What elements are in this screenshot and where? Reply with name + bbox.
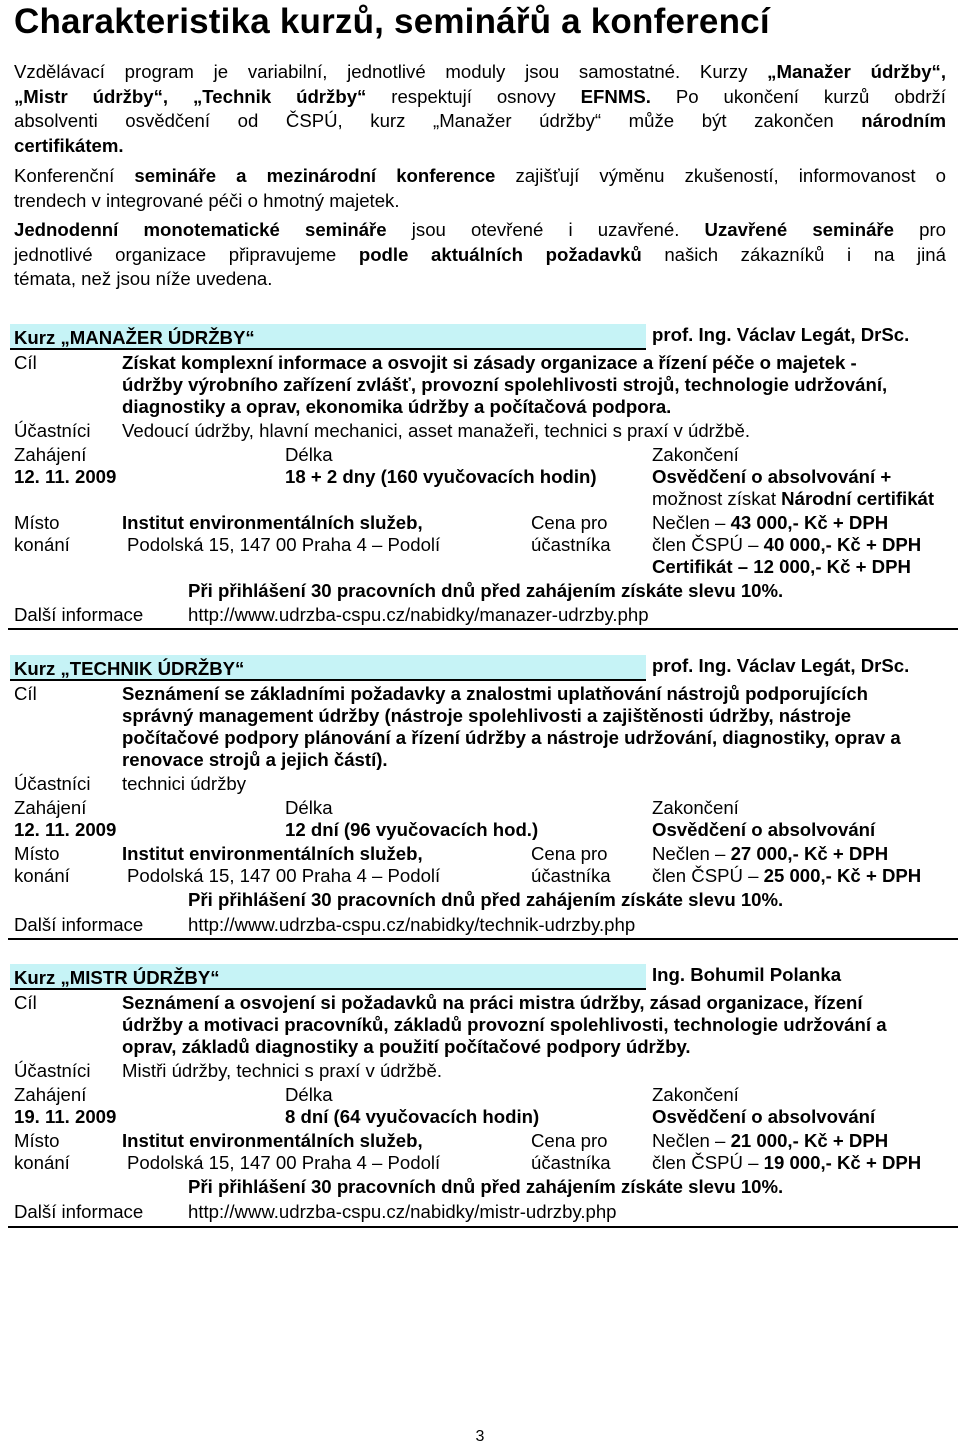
price-member xyxy=(652,865,921,888)
course-start: 12. 11. 2009 xyxy=(14,819,117,840)
price-label: Nečlen – xyxy=(652,512,731,533)
course-goal-line: údržby a motivaci pracovníků, základů provozní spolehlivosti, technologie udržování a xyxy=(122,1014,887,1035)
course-discount: Při přihlášení 30 pracovních dnů před zahájením získáte slevu 10%. xyxy=(188,889,784,910)
intro-paragraph-1 xyxy=(14,60,946,158)
course-venue-address: Podolská 15, 147 00 Praha 4 – Podolí xyxy=(127,865,441,886)
end-extra-bold: Národní certifikát xyxy=(781,488,935,509)
course-start: 12. 11. 2009 xyxy=(14,466,117,487)
price-amount: 21 000,- Kč + DPH xyxy=(730,1130,889,1151)
course-goal-line: renovace strojů a jejich částí). xyxy=(122,749,388,770)
more-info-label: Další informace xyxy=(14,604,144,625)
course-discount: Při přihlášení 30 pracovních dnů před zahájením získáte slevu 10%. xyxy=(188,1176,784,1197)
intro-text: absolventi osvědčení od ČSPÚ, kurz „Manažer údržby“ může být zakončen xyxy=(14,110,862,131)
place-label-2: konání xyxy=(14,534,70,555)
course-venue: Institut environmentálních služeb, xyxy=(122,843,423,864)
intro-bold: podle aktuálních požadavků xyxy=(358,243,642,265)
intro-text: Vzdělávací program je variabilní, jednotlivé moduly jsou samostatné. Kurzy xyxy=(14,61,768,82)
page-title: Charakteristika kurzů, seminářů a konferencí xyxy=(14,2,770,41)
course-end: Osvědčení o absolvování xyxy=(652,1106,876,1127)
course-end: Osvědčení o absolvování xyxy=(652,819,876,840)
course-length: 18 + 2 dny (160 vyučovacích hodin) xyxy=(285,466,597,487)
course-mistr-udrzby xyxy=(8,964,958,1228)
goal-label: Cíl xyxy=(14,992,37,1013)
course-link[interactable]: http://www.udrzba-cspu.cz/nabidky/mistr-udrzby.php xyxy=(188,1201,617,1222)
course-participants: Mistři údržby, technici s praxí v údržbě. xyxy=(122,1060,442,1081)
intro-text: zajišťují výměnu zkušeností, informovanost o xyxy=(495,165,947,186)
price-amount: 19 000,- Kč + DPH xyxy=(763,1152,922,1173)
price-label: člen ČSPÚ – xyxy=(652,534,764,555)
price-member xyxy=(652,534,921,557)
start-label: Zahájení xyxy=(14,797,87,818)
price-member xyxy=(652,1152,921,1175)
intro-text: jednotlivé organizace připravujeme xyxy=(14,243,359,265)
participants-label: Účastníci xyxy=(14,420,91,441)
course-goal-line: počítačové podpory plánování a řízení údržby a nástroje udržování, diagnostiky, oprav a xyxy=(122,727,901,748)
course-link[interactable]: http://www.udrzba-cspu.cz/nabidky/manazer-udrzby.php xyxy=(188,604,649,625)
course-length: 12 dní (96 vyučovacích hod.) xyxy=(285,819,539,840)
intro-bold: „Manažer údržby“, xyxy=(767,61,947,82)
intro-text: našich zákazníků i na jiná xyxy=(641,243,946,265)
place-label-1: Místo xyxy=(14,843,60,864)
intro-bold: národním xyxy=(861,110,946,131)
intro-bold: EFNMS. xyxy=(580,85,651,107)
end-label: Zakončení xyxy=(652,797,739,818)
place-label-1: Místo xyxy=(14,512,60,533)
course-goal-line: diagnostiky a oprav, ekonomika údržby a počítačová podpora. xyxy=(122,396,672,417)
intro-text: témata, než jsou níže uvedena. xyxy=(14,268,273,289)
price-amount: 43 000,- Kč + DPH xyxy=(730,512,889,533)
course-goal-line: správný management údržby (nástroje spolehlivosti a zajištěnosti údržby, nástroje xyxy=(122,705,852,726)
course-end-extra xyxy=(652,488,934,511)
price-label-2: účastníka xyxy=(531,1152,611,1173)
price-nonmember xyxy=(652,512,888,535)
price-amount: 40 000,- Kč + DPH xyxy=(763,534,922,555)
course-end: Osvědčení o absolvování + xyxy=(652,466,892,487)
price-label-1: Cena pro xyxy=(531,1130,608,1151)
intro-text: respektují osnovy xyxy=(366,85,581,107)
course-venue: Institut environmentálních služeb, xyxy=(122,512,423,533)
course-title: Kurz „MISTR ÚDRŽBY“ xyxy=(10,964,646,990)
course-start: 19. 11. 2009 xyxy=(14,1106,117,1127)
course-goal-line: Seznámení se základními požadavky a znalostmi uplatňování nástrojů podporujících xyxy=(122,683,868,704)
price-label-2: účastníka xyxy=(531,534,611,555)
course-lecturer: prof. Ing. Václav Legát, DrSc. xyxy=(652,324,910,345)
length-label: Délka xyxy=(285,444,333,465)
course-technik-udrzby xyxy=(8,655,958,940)
price-label: člen ČSPÚ – xyxy=(652,1152,764,1173)
more-info-label: Další informace xyxy=(14,1201,144,1222)
goal-label: Cíl xyxy=(14,683,37,704)
price-nonmember xyxy=(652,843,888,866)
course-goal-line: údržby výrobního zařízení zvlášť, provozní spolehlivosti strojů, technologie udržování, xyxy=(122,374,888,395)
participants-label: Účastníci xyxy=(14,773,91,794)
intro-text: jsou otevřené i uzavřené. xyxy=(386,219,705,240)
place-label-2: konání xyxy=(14,1152,70,1173)
price-label: člen ČSPÚ – xyxy=(652,865,764,886)
course-venue-address: Podolská 15, 147 00 Praha 4 – Podolí xyxy=(127,1152,441,1173)
intro-text: pro xyxy=(894,219,946,240)
participants-label: Účastníci xyxy=(14,1060,91,1081)
course-discount: Při přihlášení 30 pracovních dnů před zahájením získáte slevu 10%. xyxy=(188,580,784,601)
course-goal-line: oprav, základů diagnostiky a použití počítačové podpory údržby. xyxy=(122,1036,691,1057)
intro-bold: Uzavřené semináře xyxy=(704,219,894,240)
page-number: 3 xyxy=(475,1428,485,1445)
intro-paragraph-3 xyxy=(14,218,946,292)
course-participants: technici údržby xyxy=(122,773,247,794)
more-info-label: Další informace xyxy=(14,914,144,935)
place-label-2: konání xyxy=(14,865,70,886)
price-amount: 27 000,- Kč + DPH xyxy=(730,843,889,864)
start-label: Zahájení xyxy=(14,1084,87,1105)
price-certificate xyxy=(652,556,911,579)
course-title: Kurz „TECHNIK ÚDRŽBY“ xyxy=(10,655,646,681)
course-length: 8 dní (64 vyučovacích hodin) xyxy=(285,1106,540,1127)
intro-text: trendech v integrované péči o hmotný majetek. xyxy=(14,189,400,211)
price-label: Certifikát – xyxy=(652,556,754,577)
end-label: Zakončení xyxy=(652,444,739,465)
course-venue-address: Podolská 15, 147 00 Praha 4 – Podolí xyxy=(127,534,441,555)
price-nonmember xyxy=(652,1130,888,1153)
length-label: Délka xyxy=(285,797,333,818)
course-lecturer: prof. Ing. Václav Legát, DrSc. xyxy=(652,655,910,676)
course-manazer-udrzby xyxy=(8,324,958,630)
course-venue: Institut environmentálních služeb, xyxy=(122,1130,423,1151)
price-label-1: Cena pro xyxy=(531,512,608,533)
intro-bold: Jednodenní monotematické semináře xyxy=(14,219,387,240)
course-goal-line: Získat komplexní informace a osvojit si zásady organizace a řízení péče o majetek - xyxy=(122,352,857,373)
length-label: Délka xyxy=(285,1084,333,1105)
intro-bold: certifikátem. xyxy=(14,134,124,156)
intro-bold: semináře a mezinárodní konference xyxy=(134,165,496,186)
course-lecturer: Ing. Bohumil Polanka xyxy=(652,964,842,985)
course-link[interactable]: http://www.udrzba-cspu.cz/nabidky/technik-udrzby.php xyxy=(188,914,636,935)
price-amount: 12 000,- Kč + DPH xyxy=(753,556,911,577)
price-label: Nečlen – xyxy=(652,1130,731,1151)
course-participants: Vedoucí údržby, hlavní mechanici, asset manažeři, technici s praxí v údržbě. xyxy=(122,420,751,441)
price-amount: 25 000,- Kč + DPH xyxy=(763,865,922,886)
intro-text: Konferenční xyxy=(14,165,135,186)
price-label-1: Cena pro xyxy=(531,843,608,864)
course-title: Kurz „MANAŽER ÚDRŽBY“ xyxy=(10,324,646,350)
course-goal-line: Seznámení a osvojení si požadavků na práci mistra údržby, zásad organizace, řízení xyxy=(122,992,863,1013)
place-label-1: Místo xyxy=(14,1130,60,1151)
end-extra-text: možnost získat xyxy=(652,488,782,509)
end-label: Zakončení xyxy=(652,1084,739,1105)
intro-text: Po ukončení kurzů obdrží xyxy=(650,85,946,107)
intro-paragraph-2 xyxy=(14,164,946,213)
goal-label: Cíl xyxy=(14,352,37,373)
price-label: Nečlen – xyxy=(652,843,731,864)
start-label: Zahájení xyxy=(14,444,87,465)
price-label-2: účastníka xyxy=(531,865,611,886)
intro-bold: „Mistr údržby“, „Technik údržby“ xyxy=(14,85,367,107)
